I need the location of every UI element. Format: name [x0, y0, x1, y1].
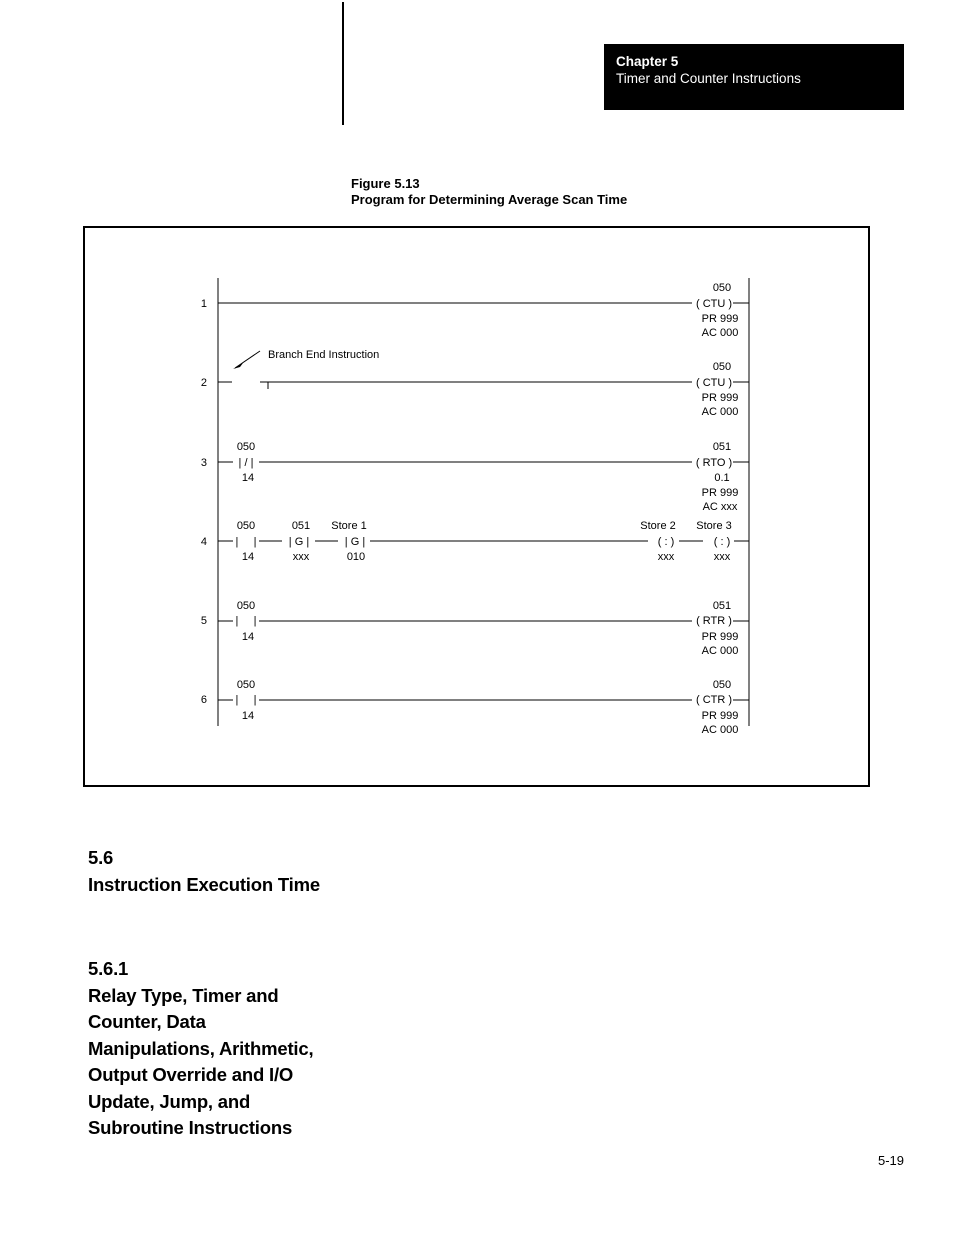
ladder-diagram-frame: [83, 226, 870, 787]
branch-end-annotation: Branch End Instruction: [268, 349, 380, 361]
rung-6-output-address: 050: [712, 679, 732, 691]
rung-3-input-contact: | / |: [238, 457, 254, 469]
rung-3-output-timebase: 0.1: [714, 472, 730, 484]
section-title-line: Subroutine Instructions: [88, 1117, 293, 1138]
rung-4-put-1-value: xxx: [657, 551, 675, 563]
rung-2-output-address: 050: [712, 361, 732, 373]
section-number: 5.6.1: [88, 958, 129, 979]
rung-4-put-2-symbol: ( : ): [713, 536, 731, 548]
rung-4-put-1-symbol: ( : ): [657, 536, 675, 548]
rung-4-put-2-label: Store 3: [696, 520, 732, 532]
figure-number: Figure 5.13: [351, 176, 420, 191]
rung-5-input-bit: 14: [241, 631, 255, 643]
rung-3-number: 3: [200, 457, 207, 469]
rung-6-input-address: 050: [236, 679, 256, 691]
section-number: 5.6: [88, 847, 114, 868]
rung-1-output-preset: PR 999: [701, 313, 739, 325]
section-title-line: Output Override and I/O: [88, 1064, 294, 1085]
figure-caption: [351, 176, 627, 208]
rung-4-get-1-label: 051: [291, 520, 311, 532]
rung-6-input-bit: 14: [241, 710, 255, 722]
ladder-diagram: [83, 226, 870, 787]
margin-rule: [342, 2, 344, 125]
rung-4-input-bit: 14: [241, 551, 255, 563]
section-title-line: Update, Jump, and: [88, 1090, 251, 1112]
section-5-6-1-heading: [88, 956, 313, 1142]
section-title-line: Counter, Data: [88, 1011, 206, 1032]
section-title-line: Relay Type, Timer and: [88, 984, 279, 1006]
rung-2-output-instruction: ( CTU ): [695, 377, 733, 389]
rung-4-put-2-value: xxx: [713, 551, 731, 563]
page-number: 5-19: [878, 1153, 905, 1168]
rung-5-input-address: 050: [236, 600, 256, 612]
annotation-arrow-line: [235, 351, 260, 368]
rung-4-get-1-symbol: | G |: [288, 536, 310, 548]
chapter-header: [604, 44, 904, 110]
rung-2-output-preset: PR 999: [701, 392, 739, 404]
rung-5-input-contact: | |: [235, 615, 257, 627]
rung-4-input-contact: | |: [235, 536, 257, 548]
rung-3-output-preset: PR 999: [701, 487, 739, 499]
rung-4-put-1-label: Store 2: [640, 520, 676, 532]
rung-1-output-accum: AC 000: [701, 327, 739, 339]
rung-6-number: 6: [200, 694, 207, 706]
rung-1-output-address: 050: [712, 282, 732, 294]
rung-4-input-address: 050: [236, 520, 256, 532]
rung-5-output-address: 051: [712, 600, 732, 612]
rung-4-number: 4: [200, 536, 207, 548]
rung-3-output-instruction: ( RTO ): [695, 457, 733, 469]
rung-2-number: 2: [200, 377, 207, 389]
rung-1-output-instruction: ( CTU ): [695, 298, 733, 310]
rung-5-output-accum: AC 000: [701, 645, 739, 657]
rung-1-number: 1: [200, 298, 207, 310]
rung-6-input-contact: | |: [235, 694, 257, 706]
rung-3-input-bit: 14: [241, 472, 255, 484]
rung-5-output-preset: PR 999: [701, 631, 739, 643]
rung-3-input-address: 050: [236, 441, 256, 453]
rung-2-output-accum: AC 000: [701, 406, 739, 418]
rung-6-output-accum: AC 000: [701, 724, 739, 736]
rung-4-get-2-label: Store 1: [331, 520, 367, 532]
section-title-line: Manipulations, Arithmetic,: [88, 1037, 314, 1059]
chapter-title: Timer and Counter Instructions: [616, 71, 801, 86]
rung-5-number: 5: [200, 615, 207, 627]
rung-5-output-instruction: ( RTR ): [696, 615, 732, 627]
chapter-number: Chapter 5: [616, 54, 679, 69]
rung-4-get-2-value: 010: [346, 551, 366, 563]
rung-4-get-1-value: xxx: [292, 551, 310, 563]
rung-6-output-preset: PR 999: [701, 710, 739, 722]
rung-6-output-instruction: ( CTR ): [695, 694, 733, 706]
section-5-6-heading: [88, 845, 320, 898]
rung-4-get-2-symbol: | G |: [344, 536, 366, 548]
section-title: Instruction Execution Time: [88, 873, 320, 895]
rung-3-output-address: 051: [712, 441, 732, 453]
figure-title: Program for Determining Average Scan Time: [351, 192, 628, 207]
rung-3-output-accum: AC xxx: [702, 501, 738, 513]
